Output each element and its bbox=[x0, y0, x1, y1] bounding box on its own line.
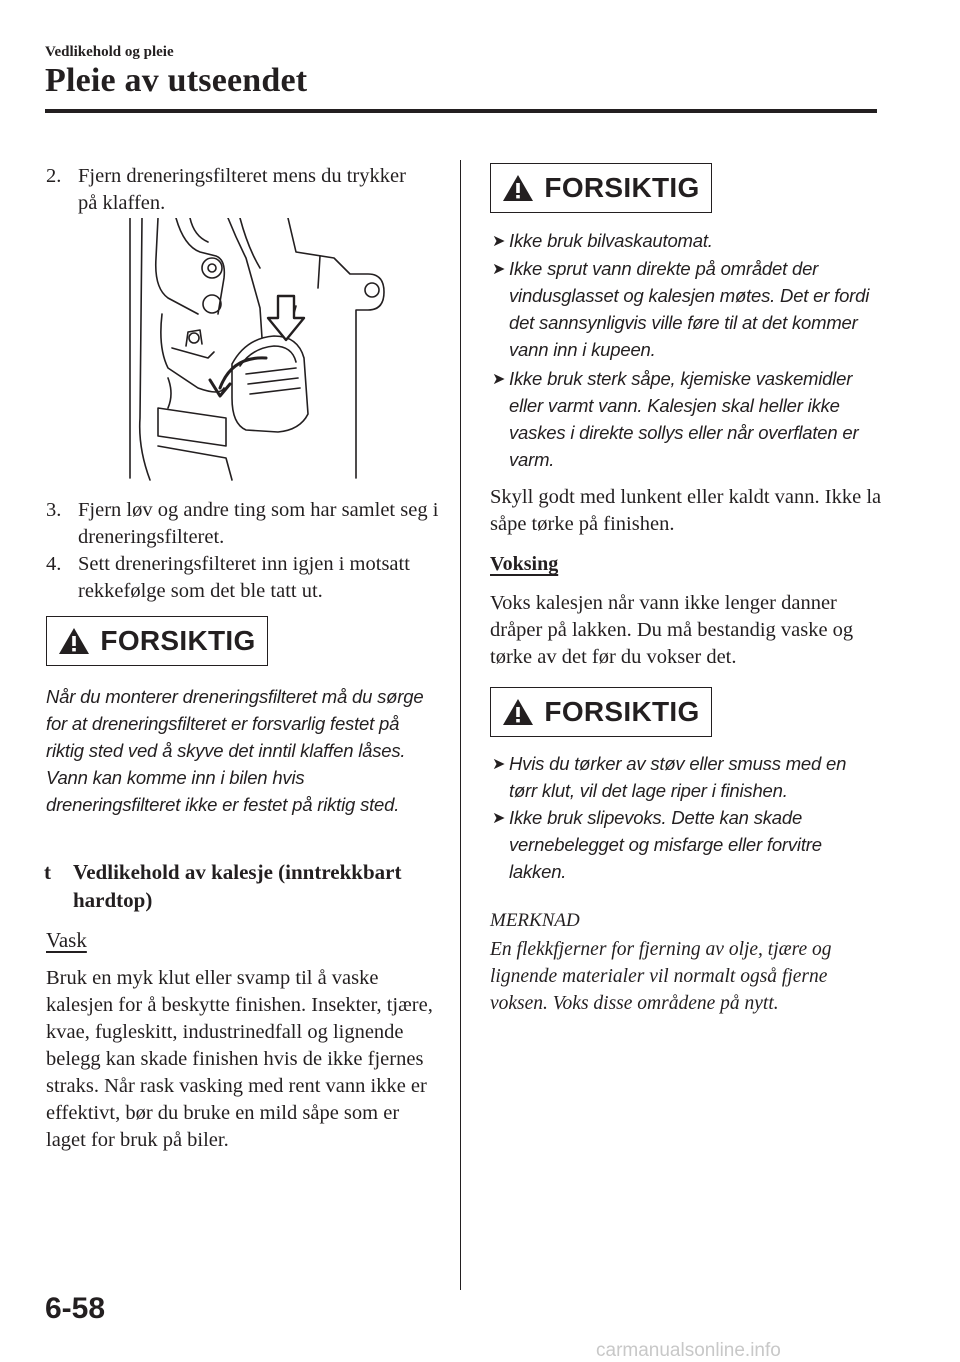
bullet-arrow-icon: ➤ bbox=[492, 259, 506, 278]
caution-label: FORSIKTIG bbox=[544, 696, 700, 727]
wash-text: Bruk en myk klut eller svamp til å vaske kalesjen for å beskytte finishen. Insekter, tjære, kvae, fugleskitt, industrinedfall og lignende belegg kan skade finishen hvis de ikke fjernes straks. Når rask vasking med rent vann ikke er effektivt, bør du bruke en mild såpe som er laget for bruk på biler. bbox=[46, 967, 433, 1151]
bullet-text: Ikke bruk sterk såpe, kjemiske vaskemidler eller varmt vann. Kalesjen skal heller ikke vaskes i direkte sollys eller når overflaten er varm. bbox=[509, 368, 859, 470]
bullet-arrow-icon: ➤ bbox=[492, 231, 506, 250]
step-text: Fjern dreneringsfilteret mens du trykker på klaffen. bbox=[78, 165, 406, 214]
bullet-text: Ikke sprut vann direkte på området der vindusglasset og kalesjen møtes. Det er fordi det sannsynligvis ville føre til at det kommer vann inn i kupeen. bbox=[509, 258, 870, 360]
step-text: Sett dreneringsfilteret inn igjen i motsatt rekkefølge som det ble tatt ut. bbox=[78, 553, 410, 602]
title-rule bbox=[45, 109, 877, 113]
warning-triangle-icon bbox=[58, 627, 90, 655]
caution-text: Når du monterer dreneringsfilteret må du sørge for at dreneringsfilteret er forsvarlig festet på riktig sted ved å skyve det inntil klaffen låses. Vann kan komme inn i bilen hvis dreneringsfilteret ikke er festet på riktig sted. bbox=[46, 686, 424, 815]
bullet-arrow-icon: ➤ bbox=[492, 369, 506, 388]
bullet-text: Ikke bruk bilvaskautomat. bbox=[509, 230, 713, 251]
watermark: carmanualsonline.info bbox=[596, 1340, 781, 1361]
wax-heading: Voksing bbox=[490, 553, 559, 575]
note-text: En flekkfjerner for fjerning av olje, tjære og lignende materialer vil normalt også fjerne voksen. Voks disse områdene på nytt. bbox=[490, 939, 832, 1014]
caution-label: FORSIKTIG bbox=[544, 172, 700, 203]
step-number: 2. bbox=[46, 165, 62, 187]
bullet-text: Hvis du tørker av støv eller smuss med en tørr klut, vil det lage riper i finishen. bbox=[509, 753, 847, 801]
step-number: 4. bbox=[46, 553, 62, 575]
warning-triangle-icon bbox=[502, 698, 534, 726]
wash-heading: Vask bbox=[46, 928, 87, 952]
caution-box-1 bbox=[490, 163, 712, 213]
section-label: Vedlikehold og pleie bbox=[45, 44, 174, 60]
bullet-text: Ikke bruk slipevoks. Dette kan skade vernebelegget og misfarge eller forvitre lakken. bbox=[509, 807, 822, 882]
page-title: Pleie av utseendet bbox=[45, 62, 308, 99]
bullet-arrow-icon: ➤ bbox=[492, 808, 506, 827]
caution-box-2 bbox=[490, 687, 712, 737]
caution-box bbox=[46, 616, 268, 666]
warning-triangle-icon bbox=[502, 174, 534, 202]
step-number: 3. bbox=[46, 499, 62, 521]
rinse-text: Skyll godt med lunkent eller kaldt vann. Ikke la såpe tørke på finishen. bbox=[490, 486, 882, 535]
column-divider bbox=[460, 160, 461, 1290]
drain-filter-illustration bbox=[128, 218, 390, 484]
caution-label: FORSIKTIG bbox=[100, 625, 256, 656]
note-title: MERKNAD bbox=[490, 910, 580, 931]
wax-text: Voks kalesjen når vann ikke lenger danner dråper på lakken. Du må bestandig vaske og tørke av det før du vokser det. bbox=[490, 592, 854, 668]
page-number: 6-58 bbox=[45, 1292, 106, 1325]
section-heading: Vedlikehold av kalesje (inntrekkbart hardtop) bbox=[73, 860, 402, 912]
section-marker: t bbox=[44, 860, 51, 884]
step-text: Fjern løv og andre ting som har samlet seg i dreneringsfilteret. bbox=[78, 499, 439, 548]
bullet-arrow-icon: ➤ bbox=[492, 754, 506, 773]
